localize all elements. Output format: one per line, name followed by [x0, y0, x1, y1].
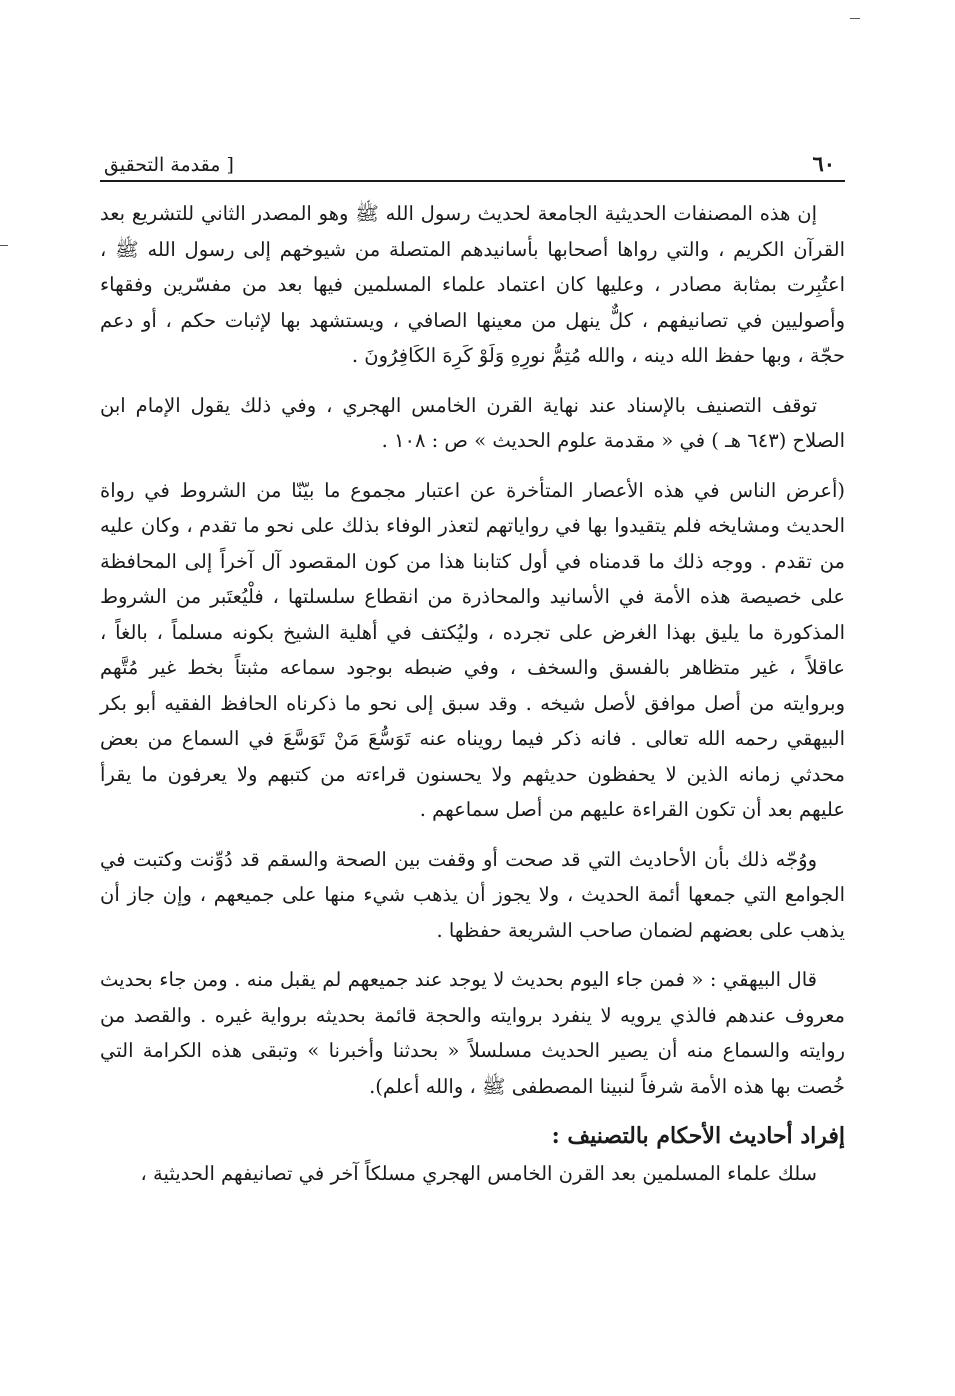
paragraph-ibn-salah: توقف التصنيف بالإسناد عند نهاية القرن الخامس الهجري ، وفي ذلك يقول الإمام ابن الصلاح (٦٤٣ هـ ) في « مقدمة علوم الحديث » ص : ١٠٨ .	[100, 393, 845, 452]
running-title: [ مقدمة التحقيق	[104, 154, 234, 176]
margin-mark-right	[850, 18, 860, 19]
section-heading: إفراد أحاديث الأحكام بالتصنيف :	[551, 1123, 845, 1149]
paragraph-intro: إن هذه المصنفات الحديثية الجامعة لحديث رسول الله ﷺ وهو المصدر الثاني للتشريع بعد القرآن الكريم ، والتي رواها أصحابها بأسانيدهم المتصلة من شيوخهم إلى رسول الله ﷺ ، اعتُبِرت بمثابة مصادر ، وعليها كان اعتماد علماء المسلمين فيها بعد من مفسّرين وفقهاء وأصوليين في تصانيفهم ، كلٌّ ينهل من معينها الصافي ، ويستشهد بها لإثبات حكم ، أو دعم حجّة ، وبها حفظ الله دينه ، والله مُتِمُّ نورِهِ وَلَوْ كَرِهَ الكَافِرُونَ .	[100, 202, 845, 367]
paragraph-explanation: ووُجّه ذلك بأن الأحاديث التي قد صحت أو وقفت بين الصحة والسقم قد دُوِّنت وكتبت في الجوامع التي جمعها أئمة الحديث ، ولا يجوز أن يذهب شيء منها على جميعهم ، وإن جاز أن يذهب على بعضهم لضمان صاحب الشريعة حفظها .	[100, 847, 845, 942]
page-header	[100, 140, 845, 182]
margin-mark-left	[0, 245, 8, 246]
paragraph-bayhaqi: قال البيهقي : « فمن جاء اليوم بحديث لا يوجد عند جميعهم لم يقبل منه . ومن جاء بحديث معروف عندهم فالذي يرويه لا ينفرد بروايته والحجة قائمة بحديثه برواية غيره . والقصد من روايته والسماع منه أن يصير الحديث مسلسلاً « بحدثنا وأخبرنا » وتبقى هذه الكرامة التي خُصت بها هذه الأمة شرفاً لنبينا المصطفى ﷺ ، والله أعلم).	[100, 968, 845, 1098]
book-page	[100, 140, 845, 1206]
page-number: ٦٠	[812, 151, 835, 176]
paragraph-quote: (أعرض الناس في هذه الأعصار المتأخرة عن اعتبار مجموع ما بيّنّا من الشروط في رواة الحديث ومشايخه فلم يتقيدوا بها في رواياتهم لتعذر الوفاء بذلك على نحو ما تقدم ، وكان عليه من تقدم . ووجه ذلك ما قدمناه في أول كتابنا هذا من كون المقصود آل آخراً إلى المحافظة على خصيصة هذه الأمة في الأسانيد والمحاذرة من انقطاع سلسلتها ، فلْيُعتَبر من الشروط المذكورة ما يليق بهذا الغرض على تجرده ، وليُكتف في أهلية الشيخ بكونه مسلماً ، بالغاً ، عاقلاً ، غير متظاهر بالفسق والسخف ، وفي ضبطه بوجود سماعه مثبتاً بخط غير مُتَّهم وبروايته من أصل موافق لأصل شيخه . وقد سبق إلى نحو ما ذكرناه الحافظ الفقيه أبو بكر البيهقي رحمه الله تعالى . فانه ذكر فيما رويناه عنه تَوَسُّعَ مَنْ تَوَسَّعَ في السماع من بعض محدثي زمانه الذين لا يحفظون حديثهم ولا يحسنون قراءته من كتبهم ولا يعرفون ما يقرأ عليهم بعد أن تكون القراءة عليهم من أصل سماعهم .	[100, 478, 845, 821]
paragraph-closing: سلك علماء المسلمين بعد القرن الخامس الهجري مسلكاً آخر في تصانيفهم الحديثية ،	[140, 1162, 817, 1185]
page-body	[100, 196, 845, 1192]
